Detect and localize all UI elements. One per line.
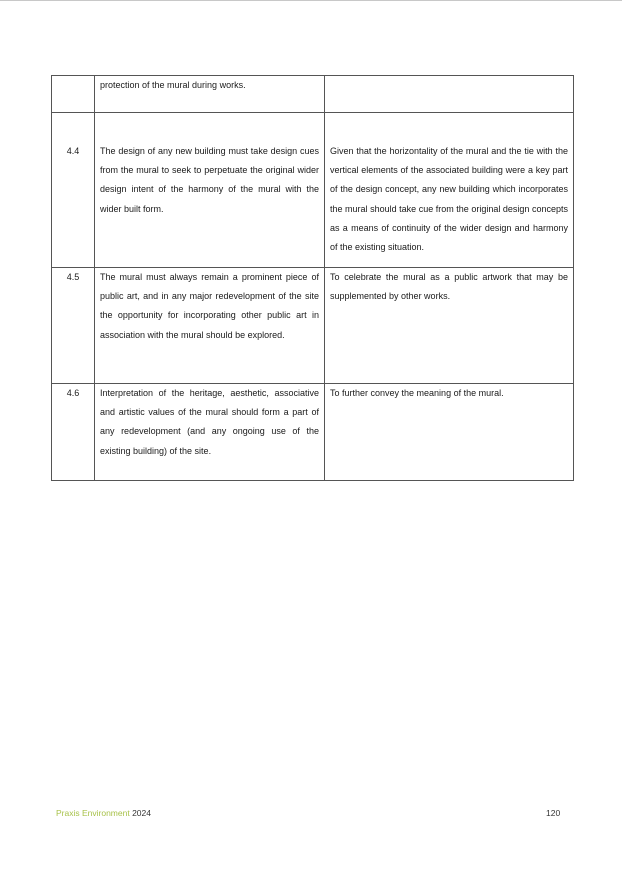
table-row [52,113,574,268]
policy-table [51,75,574,481]
top-rule [0,0,622,1]
policy-text: Interpretation of the heritage, aesthetic, associative and artistic values of the mural should form a part of any redevelopment (and any ongoing use of the existing building) of the site. [95,384,325,481]
policy-text: The mural must always remain a prominent piece of public art, and in any major redevelopment of the site the opportunity for incorporating other public art in association with the mural should be explored. [95,268,325,384]
footer-brand: Praxis Environment [56,808,130,818]
policy-text: protection of the mural during works. [95,76,325,113]
policy-text: The design of any new building must take design cues from the mural to seek to perpetuate the original wider design intent of the harmony of the mural with the wider built form. [95,113,325,268]
page-number: 120 [546,808,561,818]
row-number [52,76,95,113]
footer [56,808,151,818]
table-row [52,384,574,481]
footer-year: 2024 [132,808,151,818]
table-row [52,268,574,384]
reason-text [325,76,574,113]
table-row [52,76,574,113]
reason-text: To celebrate the mural as a public artwork that may be supplemented by other works. [325,268,574,384]
row-number: 4.5 [52,268,95,384]
row-number: 4.4 [52,113,95,268]
row-number: 4.6 [52,384,95,481]
reason-text: To further convey the meaning of the mural. [325,384,574,481]
reason-text: Given that the horizontality of the mural and the tie with the vertical elements of the associated building were a key part of the design concept, any new building which incorporates the mural should take cue from the original design concepts as a means of continuity of the wider design and harmony of the existing situation. [325,113,574,268]
